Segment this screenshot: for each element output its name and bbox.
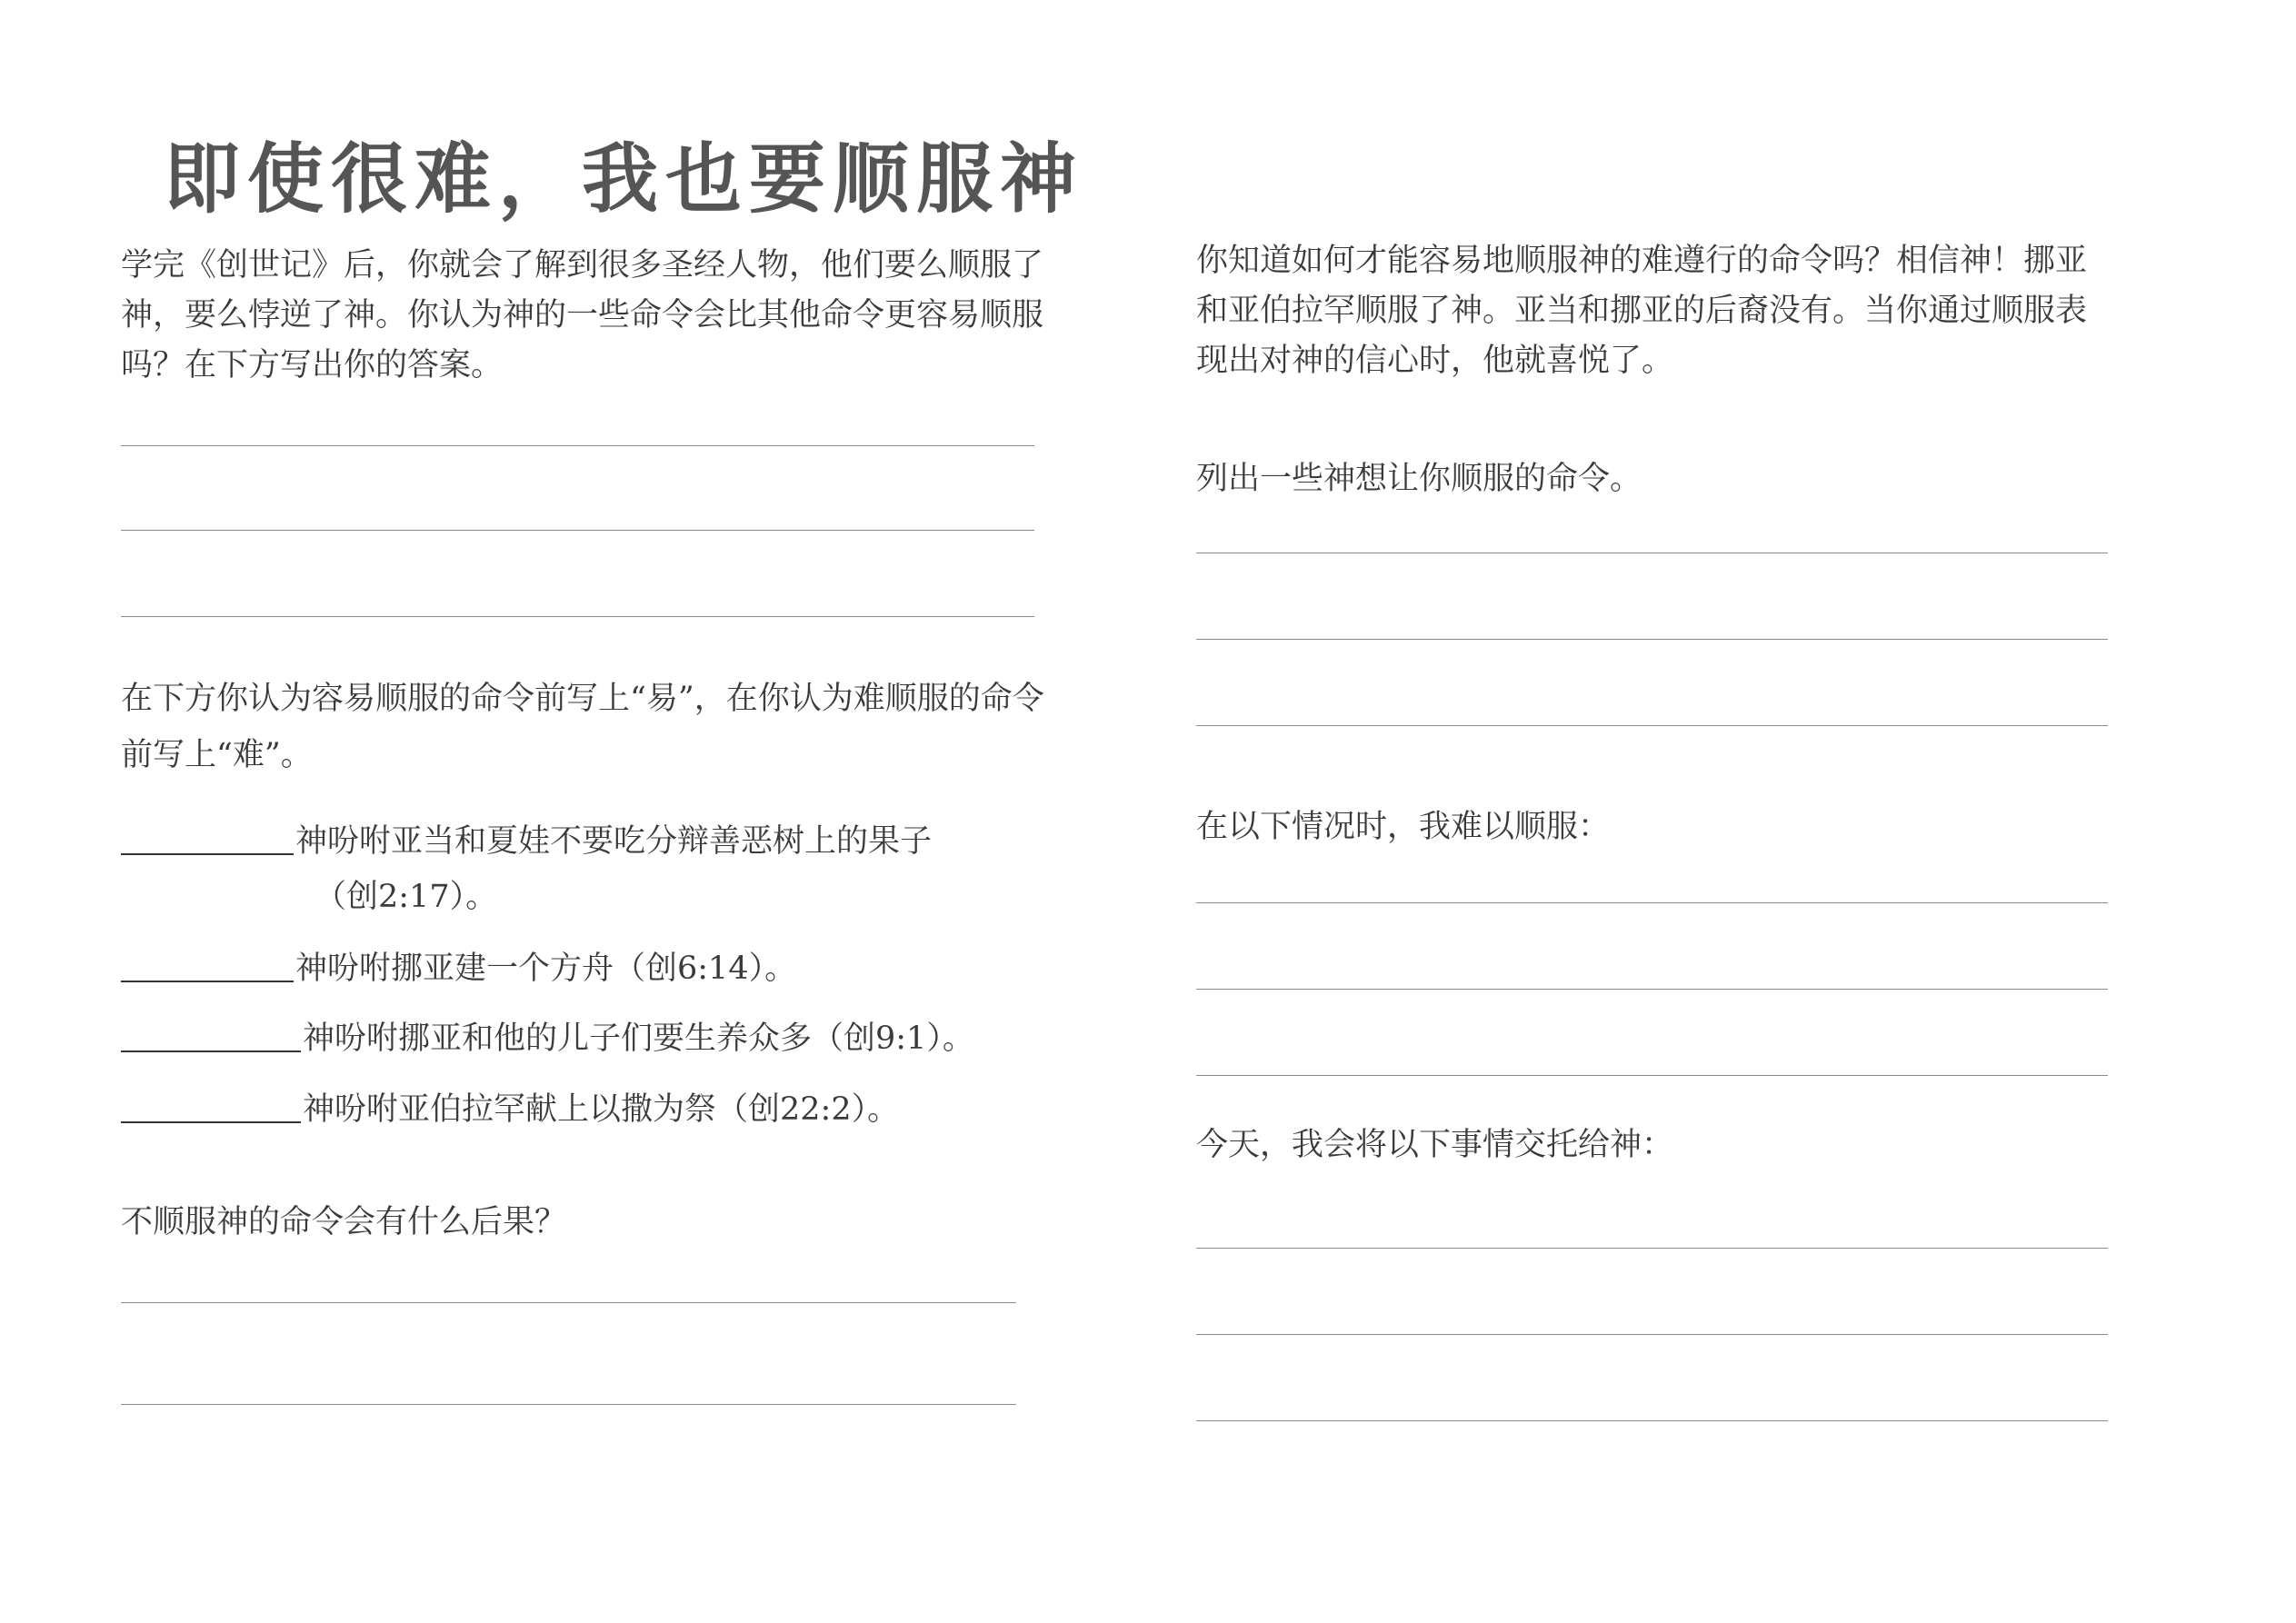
today-prompt: 今天，我会将以下事情交托给神： (1196, 1127, 1674, 1163)
list-item (121, 941, 796, 996)
page-title: 即使很难，我也要顺服神 (164, 134, 1084, 224)
list-item (121, 1011, 974, 1066)
answer-line[interactable] (1196, 1334, 2108, 1335)
answer-line[interactable] (1196, 1420, 2108, 1421)
item-reference: （创2:17）。 (314, 879, 498, 915)
answer-line[interactable] (121, 1404, 1016, 1405)
answer-line[interactable] (121, 445, 1034, 446)
instruction-text: 在下方你认为容易顺服的命令前写上“易”，在你认为难顺服的命令前写上“难”。 (121, 681, 1044, 773)
list-item (121, 1081, 899, 1137)
answer-line[interactable] (121, 530, 1034, 531)
consequence-question: 不顺服神的命令会有什么后果？ (121, 1204, 567, 1240)
answer-line[interactable] (121, 616, 1034, 617)
list-item (121, 813, 932, 869)
list-prompt: 列出一些神想让你顺服的命令。 (1196, 461, 1642, 497)
right-intro-text: 你知道如何才能容易地顺服神的难遵行的命令吗？相信神！挪亚和亚伯拉罕顺服了神。亚当和挪亚的后裔没有。当你通过顺服表现出对神的信心时，他就喜悦了。 (1196, 243, 2088, 379)
fill-blank[interactable] (121, 1085, 301, 1123)
hard-prompt: 在以下情况时，我难以顺服： (1196, 809, 1611, 845)
answer-line[interactable] (1196, 639, 2108, 640)
left-intro-text: 学完《创世记》后，你就会了解到很多圣经人物，他们要么顺服了神，要么悖逆了神。你认为神的一些命令会比其他命令更容易顺服吗？在下方写出你的答案。 (121, 247, 1044, 383)
item-text: 神吩咐亚伯拉罕献上以撒为祭（创22:2）。 (303, 1091, 900, 1128)
fill-blank[interactable] (121, 1014, 301, 1052)
answer-line[interactable] (1196, 1248, 2108, 1249)
item-text: 神吩咐挪亚建一个方舟（创6:14）。 (295, 951, 797, 987)
item-text: 神吩咐亚当和夏娃不要吃分辩善恶树上的果子 (295, 823, 933, 860)
answer-line[interactable] (1196, 902, 2108, 903)
fill-blank[interactable] (121, 944, 294, 982)
answer-line[interactable] (1196, 725, 2108, 726)
answer-line[interactable] (121, 1302, 1016, 1303)
answer-line[interactable] (1196, 1075, 2108, 1076)
fill-blank[interactable] (121, 817, 294, 855)
item-text: 神吩咐挪亚和他的儿子们要生养众多（创9:1）。 (303, 1021, 974, 1057)
answer-line[interactable] (1196, 989, 2108, 990)
